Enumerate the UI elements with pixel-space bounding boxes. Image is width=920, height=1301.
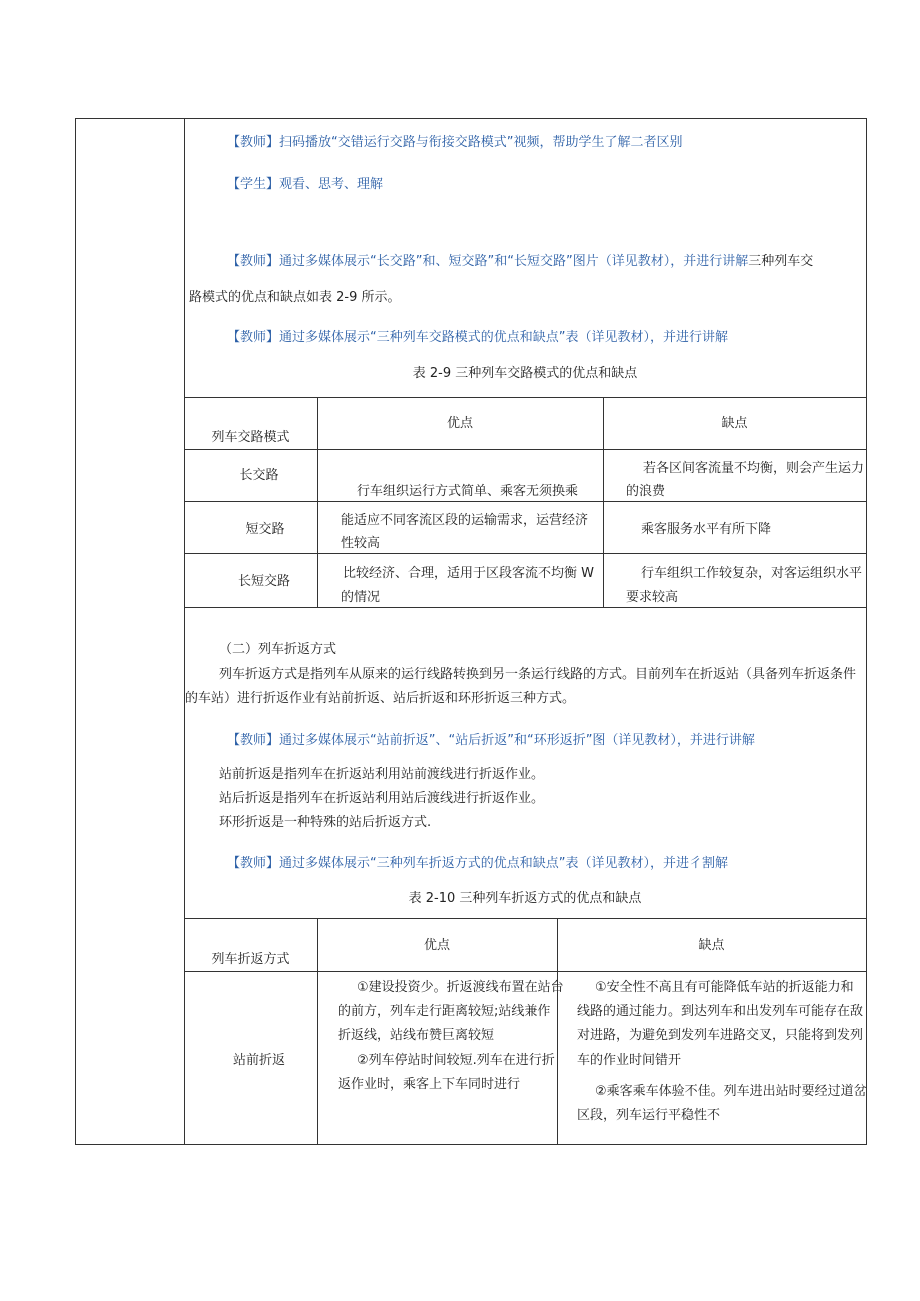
frame-divider <box>184 118 185 1145</box>
table-2-row-pros: 的前方，列车走行距离较短;站线兼作 <box>338 1004 551 1019</box>
table-2-header-mode: 列车折返方式 <box>211 952 290 967</box>
body-text: 三种列车交 <box>748 254 814 269</box>
table-2-header-cons: 缺点 <box>698 938 725 953</box>
teacher-paragraph-4 <box>227 732 755 750</box>
table-2-row-pros: ①建设投资少。折返渡线布置在站台 <box>357 980 564 995</box>
table-2-caption: 表 2-10 三种列车折返方式的优点和缺点 <box>408 891 642 906</box>
table-1-row-cons: 的浪费 <box>626 484 666 499</box>
table-2-header-pros: 优点 <box>423 938 450 953</box>
table-2-row-cons: 线路的通过能力。到达列车和出发列车可能存在敌 <box>577 1004 864 1019</box>
teacher-text: 通过多媒体展示“三种列车交路模式的优点和缺点”表（详见教材），并进行讲解 <box>279 330 728 345</box>
teacher-tag: 【教师】 <box>227 135 280 150</box>
teacher-paragraph-2 <box>227 253 813 271</box>
teacher-paragraph-3 <box>227 329 728 347</box>
table-1-row-cons: 行车组织工作较复杂，对客运组织水平 <box>641 566 863 581</box>
table-1-header-pros: 优点 <box>446 416 473 431</box>
section-intro: 列车折返方式是指列车从原来的运行线路转换到另一条运行线路的方式。目前列车在折返站（具备列车折返条件 <box>219 667 857 682</box>
table-1-row-pros: 的情况 <box>341 590 381 605</box>
frame-left-border <box>75 118 76 1145</box>
teacher-paragraph-1 <box>227 134 683 152</box>
table-1-row-mode: 长短交路 <box>237 574 290 589</box>
table-2-row-cons: ①安全性不高且有可能降低车站的折返能力和 <box>595 980 854 995</box>
section-intro: 的车站）进行折返作业有站前折返、站后折返和环形折返三种方式。 <box>185 691 576 706</box>
table-1-row-mode: 长交路 <box>239 468 279 483</box>
table-2-row-mode: 站前折返 <box>232 1053 285 1068</box>
table-1-header-border <box>184 449 866 450</box>
table-1-row-cons: 乘客服务水平有所下降 <box>641 522 772 537</box>
table-1-caption: 表 2-9 三种列车交路模式的优点和缺点 <box>412 366 638 381</box>
table-2-row-cons: 对进路，为避免到发列车进路交叉，只能将到发列 <box>577 1028 864 1043</box>
body-text-continuation: 路模式的优点和缺点如表 2-9 所示。 <box>189 290 401 305</box>
table-1-row-mode: 短交路 <box>245 522 285 537</box>
teacher-tag: 【教师】 <box>227 733 280 748</box>
table-1-row-pros: 能适应不同客流区段的运输需求，运营经济 <box>341 513 589 528</box>
section-heading: （二）列车折返方式 <box>219 642 337 657</box>
table-1-row-pros: 性较高 <box>341 536 381 551</box>
table-2-row-cons: 车的作业时间错开 <box>577 1053 682 1068</box>
table-1-header-cons: 缺点 <box>721 416 748 431</box>
student-tag: 【学生】 <box>227 177 280 192</box>
frame-bottom-border <box>75 1144 867 1145</box>
table-1-bottom-border <box>184 607 866 608</box>
teacher-text: 扫码播放“交错运行交路与衔接交路模式”视频，帮助学生了解二者区别 <box>279 135 683 150</box>
frame-top-border <box>75 118 867 119</box>
teacher-text: 通过多媒体展示“三种列车折返方式的优点和缺点”表（详见教材），并进彳割解 <box>279 856 728 871</box>
table-1-header-mode: 列车交路模式 <box>211 430 290 445</box>
teacher-tag: 【教师】 <box>227 254 280 269</box>
table-2-header-border <box>184 971 866 972</box>
table-2-row-pros: ②列车停站时间较短.列车在进行折 <box>357 1053 555 1068</box>
definition-line: 站后折返是指列车在折返站利用站后渡线进行折返作业。 <box>219 791 545 806</box>
frame-right-border <box>866 118 867 1145</box>
teacher-tag: 【教师】 <box>227 330 280 345</box>
table-2-row-pros: 返作业时，乘客上下车同时进行 <box>338 1077 521 1092</box>
definition-line: 环形折返是一种特殊的站后折返方式. <box>219 815 432 830</box>
table-1-row-cons: 要求较高 <box>626 590 679 605</box>
table-2-row-cons: 区段，列车运行平稳性不 <box>577 1108 721 1123</box>
teacher-text: 通过多媒体展示“站前折返”、“站后折返”和“环形返折”图（详见教材），并进行讲解 <box>279 733 755 748</box>
teacher-tag: 【教师】 <box>227 856 280 871</box>
table-1-row-pros: 比较经济、合理，适用于区段客流不均衡 W <box>343 566 594 581</box>
table-2-top-border <box>184 918 866 919</box>
table-1-row-cons: 若各区间客流量不均衡，则会产生运力 <box>643 461 865 476</box>
teacher-text: 通过多媒体展示“长交路”和、短交路”和“长短交路”图片（详见教材），并进行讲解 <box>279 254 749 269</box>
student-paragraph <box>227 176 383 194</box>
definition-line: 站前折返是指列车在折返站利用站前渡线进行折返作业。 <box>219 767 545 782</box>
table-1-top-border <box>184 397 866 398</box>
table-2-row-pros: 折返线，站线布赞巨离较短 <box>338 1028 495 1043</box>
teacher-paragraph-5 <box>227 855 728 873</box>
table-1-row-border <box>184 553 866 554</box>
table-2-row-cons: ②乘客乘车体验不佳。列车进出站时要经过道岔 <box>595 1084 867 1099</box>
table-1-row-pros: 行车组织运行方式简单、乘客无须换乘 <box>357 484 579 499</box>
student-text: 观看、思考、理解 <box>279 177 384 192</box>
